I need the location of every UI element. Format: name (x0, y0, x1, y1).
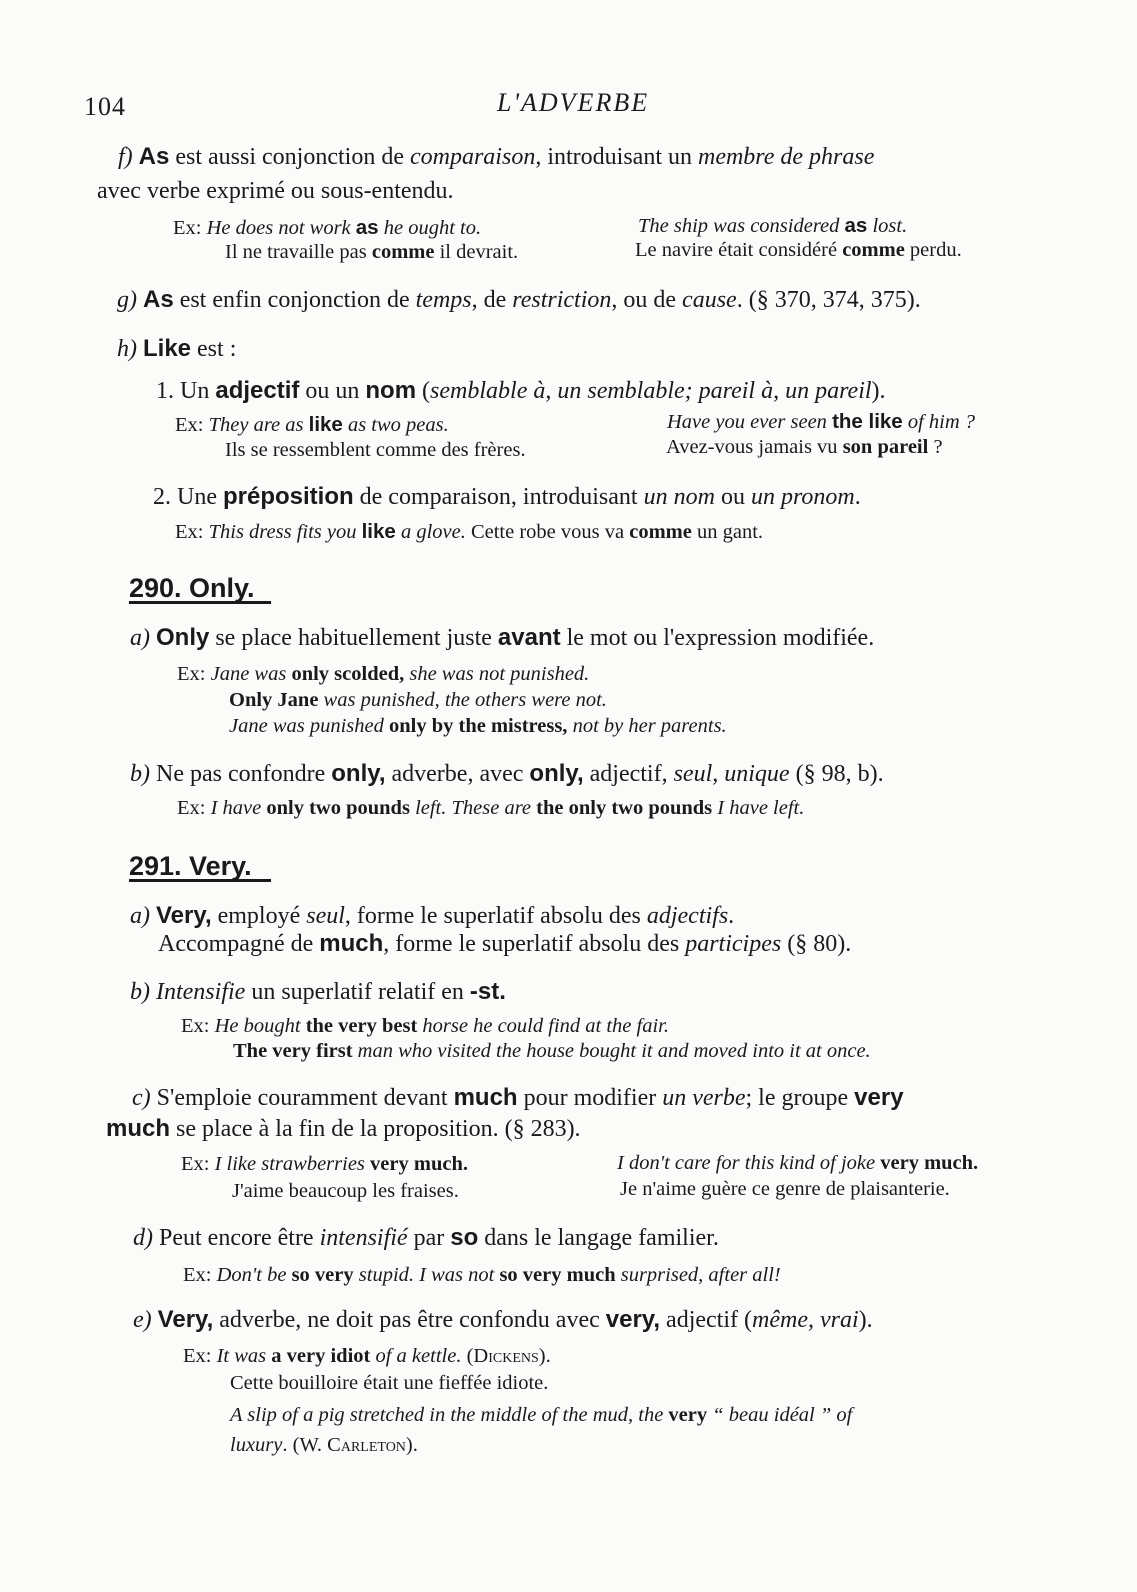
text-segment: , forme le superlatif absolu des (383, 931, 686, 957)
text-segment: ( (416, 378, 431, 404)
text-segment: ( (461, 1345, 474, 1367)
text-line (133, 1306, 873, 1334)
text-segment: he ought to. (378, 217, 482, 239)
text-segment: est aussi conjonction de (169, 144, 410, 170)
text-segment: Like (143, 335, 192, 362)
text-segment: much (453, 1084, 518, 1111)
text-segment: adjectif, (583, 761, 674, 787)
text-segment: Don't be (216, 1264, 292, 1286)
text-segment: Ex: (175, 414, 209, 436)
text-segment: Ils se ressemblent comme des frères. (225, 439, 526, 461)
text-segment: Peut encore être (159, 1225, 320, 1251)
text-segment: un verbe (662, 1085, 746, 1111)
text-segment: very, (605, 1306, 661, 1333)
text-segment: stupid. I was not (353, 1264, 500, 1286)
text-segment: I have left. (712, 797, 805, 819)
text-segment: only, (529, 760, 584, 787)
text-line (130, 760, 884, 788)
text-line (118, 143, 874, 171)
text-segment: only, (331, 760, 386, 787)
text-segment: semblable à, un semblable; pareil à, un pareil (430, 378, 872, 404)
text-segment: . (728, 903, 735, 929)
text-segment: ou un (299, 378, 366, 404)
text-segment: I have (210, 797, 267, 819)
text-segment: comparaison (409, 144, 536, 170)
text-segment: . (§ 370, 374, 375). (736, 287, 921, 313)
text-segment: de comparaison, introduisant (353, 484, 644, 510)
text-segment: a very idiot (271, 1345, 371, 1367)
text-segment: adverbe, avec (385, 761, 530, 787)
text-segment: adjectif (215, 377, 300, 404)
text-segment: adjectif ( (660, 1307, 752, 1333)
example-line (666, 436, 943, 459)
text-segment: so (450, 1224, 479, 1251)
text-segment: Ex: (173, 217, 207, 239)
example-line (225, 241, 518, 264)
text-segment: un superlatif relatif en (245, 979, 470, 1005)
text-segment: . (854, 484, 861, 510)
text-segment: Ex: (181, 1153, 215, 1175)
text-segment: comme (371, 241, 435, 263)
text-segment: un pronom (750, 484, 855, 510)
text-segment: est : (191, 336, 237, 362)
text-segment: man who visited the house bought it and moved into it at once. (352, 1040, 871, 1062)
text-segment: as (355, 216, 379, 239)
text-segment: much (106, 1115, 171, 1142)
text-segment: seul (306, 903, 345, 929)
example-line (229, 715, 727, 738)
text-segment: se place habituellement juste (209, 625, 498, 651)
text-segment: As (138, 143, 170, 170)
text-segment: As (143, 286, 174, 313)
text-segment: intensifié (319, 1225, 408, 1251)
text-segment: Carleton (327, 1434, 406, 1456)
example-line (232, 1180, 459, 1203)
text-segment: she was not punished. (404, 663, 590, 685)
text-line (106, 1115, 581, 1143)
text-segment: restriction (512, 287, 612, 313)
text-segment: the only two pounds (536, 797, 713, 819)
text-segment: Only Jane (229, 689, 319, 711)
text-segment: ). (538, 1345, 551, 1367)
text-segment: se place à la fin de la proposition. (§ 283). (170, 1116, 581, 1142)
text-segment: 2. Une (153, 484, 223, 510)
text-segment: , de (471, 287, 513, 313)
text-segment: very (854, 1084, 904, 1111)
text-segment: Ex: (177, 797, 211, 819)
text-segment: 1. Un (156, 378, 216, 404)
text-segment: Cette bouilloire était une fieffée idiote. (230, 1372, 549, 1394)
text-line (153, 483, 861, 511)
text-segment: He bought (214, 1015, 306, 1037)
text-segment: temps (415, 287, 472, 313)
text-segment: . (W. (282, 1434, 328, 1456)
text-segment: He does not work (206, 217, 356, 239)
text-segment: The very first (233, 1040, 353, 1062)
text-segment: not by her parents. (567, 715, 727, 737)
example-line (183, 1264, 781, 1287)
text-segment: like (308, 413, 343, 436)
running-title: L'ADVERBE (497, 88, 650, 117)
text-segment: f) (118, 144, 139, 170)
example-line (638, 214, 907, 238)
text-segment: Very, (157, 1306, 214, 1333)
section-heading (129, 851, 252, 882)
text-segment: the like (832, 410, 903, 433)
text-segment: adjectifs (646, 903, 729, 929)
text-segment: ; le groupe (745, 1085, 855, 1111)
text-segment: employé (211, 903, 307, 929)
text-segment: of him ? (902, 411, 976, 433)
text-segment: horse he could find at the fair. (417, 1015, 669, 1037)
text-line (133, 1224, 719, 1252)
text-segment: 290. Only. (129, 573, 255, 603)
text-segment: 291. Very. (129, 851, 252, 881)
text-segment: only two pounds (266, 797, 410, 819)
text-segment: par (407, 1225, 451, 1251)
text-line (117, 286, 921, 314)
text-segment: A slip of a pig stretched in the middle of the mud, the (230, 1404, 669, 1426)
text-segment: ). (405, 1434, 418, 1456)
text-segment: Ex: (183, 1264, 217, 1286)
example-line (181, 1015, 669, 1038)
text-segment: luxury (230, 1434, 283, 1456)
text-segment: so very (291, 1264, 354, 1286)
text-segment: , introduisant un (535, 144, 698, 170)
text-segment: b) Intensifie (130, 979, 246, 1005)
text-segment: Le navire était considéré (635, 239, 843, 261)
example-line (617, 1152, 978, 1175)
text-segment: S'emploie couramment devant (156, 1085, 454, 1111)
text-segment: avec verbe exprimé ou sous-entendu. (97, 178, 454, 204)
text-line (156, 377, 886, 405)
text-segment: e) (133, 1307, 158, 1333)
text-line (97, 178, 454, 205)
text-segment: The ship was considered (638, 215, 845, 237)
text-segment: participes (685, 931, 782, 957)
example-line (229, 689, 607, 712)
example-line (175, 413, 449, 437)
text-segment: lost. (867, 215, 908, 237)
text-segment: préposition (222, 483, 354, 510)
text-segment: (§ 80). (781, 931, 852, 957)
text-segment: est enfin conjonction de (173, 287, 416, 313)
text-segment: le mot ou l'expression modifiée. (560, 625, 875, 651)
text-line (130, 624, 874, 652)
text-segment: b) (130, 761, 156, 787)
text-line (130, 978, 506, 1006)
text-segment: of a kettle. (370, 1345, 462, 1367)
text-segment: c) (132, 1085, 157, 1111)
text-segment: Ex: (183, 1345, 217, 1367)
text-segment: Il ne travaille pas (225, 241, 372, 263)
text-segment: dans le langage familier. (478, 1225, 719, 1251)
text-segment: pour modifier (517, 1085, 663, 1111)
text-segment: ? (928, 436, 943, 458)
text-segment: , forme le superlatif absolu des (344, 903, 647, 929)
text-segment: a glove. (395, 521, 466, 543)
text-segment: the very best (305, 1015, 418, 1037)
text-segment: Je n'aime guère ce genre de plaisanterie. (620, 1178, 950, 1200)
text-segment: Only (156, 624, 210, 651)
text-segment: Jane was punished (229, 715, 389, 737)
text-line (117, 335, 236, 363)
text-segment: comme (629, 521, 692, 543)
text-segment: son pareil (842, 436, 929, 458)
text-segment: Dickens (473, 1345, 539, 1367)
example-line (230, 1372, 548, 1395)
text-line (158, 930, 851, 958)
text-segment: They are as (208, 414, 309, 436)
example-line (620, 1178, 950, 1201)
text-segment: Ex: (175, 521, 209, 543)
text-segment: comme (842, 239, 905, 261)
text-segment: Cette robe vous va (465, 521, 630, 543)
text-segment: ou (714, 484, 751, 510)
text-segment: membre de phrase (697, 144, 875, 170)
text-segment: like (361, 520, 396, 543)
text-segment: very (668, 1404, 708, 1426)
page-number: 104 (84, 92, 126, 121)
text-segment: h) (117, 336, 143, 362)
text-segment: It was (216, 1345, 272, 1367)
text-segment: Jane was (210, 663, 292, 685)
text-segment: as two peas. (342, 414, 449, 436)
text-segment: only by the mistress, (389, 715, 568, 737)
example-line (183, 1345, 551, 1368)
example-line (635, 239, 962, 262)
text-segment: only scolded, (291, 663, 405, 685)
text-segment: seul, unique (673, 761, 790, 787)
text-segment: much (319, 930, 384, 957)
text-segment: J'aime beaucoup les fraises. (232, 1180, 459, 1202)
text-segment: left. These are (409, 797, 537, 819)
text-segment: a) (130, 903, 156, 929)
example-line (181, 1153, 468, 1176)
text-line (130, 902, 734, 930)
text-segment: un nom (643, 484, 715, 510)
text-segment: Ex: (181, 1015, 215, 1037)
text-segment: perdu. (904, 239, 962, 261)
example-line (667, 410, 975, 434)
example-line (225, 439, 526, 462)
text-segment: cause (682, 287, 737, 313)
example-line (177, 797, 804, 820)
text-segment: g) (117, 287, 143, 313)
text-segment: même, vrai (752, 1307, 859, 1333)
example-line (230, 1434, 418, 1457)
text-segment: d) (133, 1225, 159, 1251)
text-segment: ). (858, 1307, 873, 1333)
text-segment: “ beau idéal ” of (707, 1404, 853, 1426)
text-segment: adverbe, ne doit pas être confondu avec (213, 1307, 606, 1333)
text-segment: avant (497, 624, 561, 651)
text-segment: (§ 98, b). (789, 761, 884, 787)
example-line (177, 663, 589, 686)
text-segment: Have you ever seen (667, 411, 833, 433)
text-line (132, 1084, 904, 1112)
text-segment: so very much (499, 1264, 616, 1286)
example-line (233, 1040, 871, 1063)
example-line (173, 216, 481, 240)
text-segment: a) (130, 625, 156, 651)
section-heading (129, 573, 255, 604)
example-line (230, 1404, 852, 1427)
text-segment: very much. (370, 1153, 468, 1175)
text-segment: nom (365, 377, 417, 404)
text-segment: Very, (156, 902, 212, 929)
text-segment: -st. (469, 978, 506, 1005)
text-segment: Ne pas confondre (156, 761, 332, 787)
example-line (175, 520, 763, 544)
text-segment: Avez-vous jamais vu (666, 436, 843, 458)
text-segment: Ex: (177, 663, 211, 685)
text-segment: un gant. (691, 521, 764, 543)
text-segment: as (844, 214, 868, 237)
text-segment: , ou de (611, 287, 683, 313)
text-segment: surprised, after all! (615, 1264, 781, 1286)
text-segment: I don't care for this kind of joke (617, 1152, 881, 1174)
text-segment: il devrait. (434, 241, 519, 263)
text-segment: very much. (880, 1152, 979, 1174)
text-segment: This dress fits you (208, 521, 362, 543)
text-segment: I like strawberries (214, 1153, 371, 1175)
text-segment: Accompagné de (158, 931, 320, 957)
text-segment: was punished, the others were not. (318, 689, 607, 711)
text-segment: ). (871, 378, 886, 404)
